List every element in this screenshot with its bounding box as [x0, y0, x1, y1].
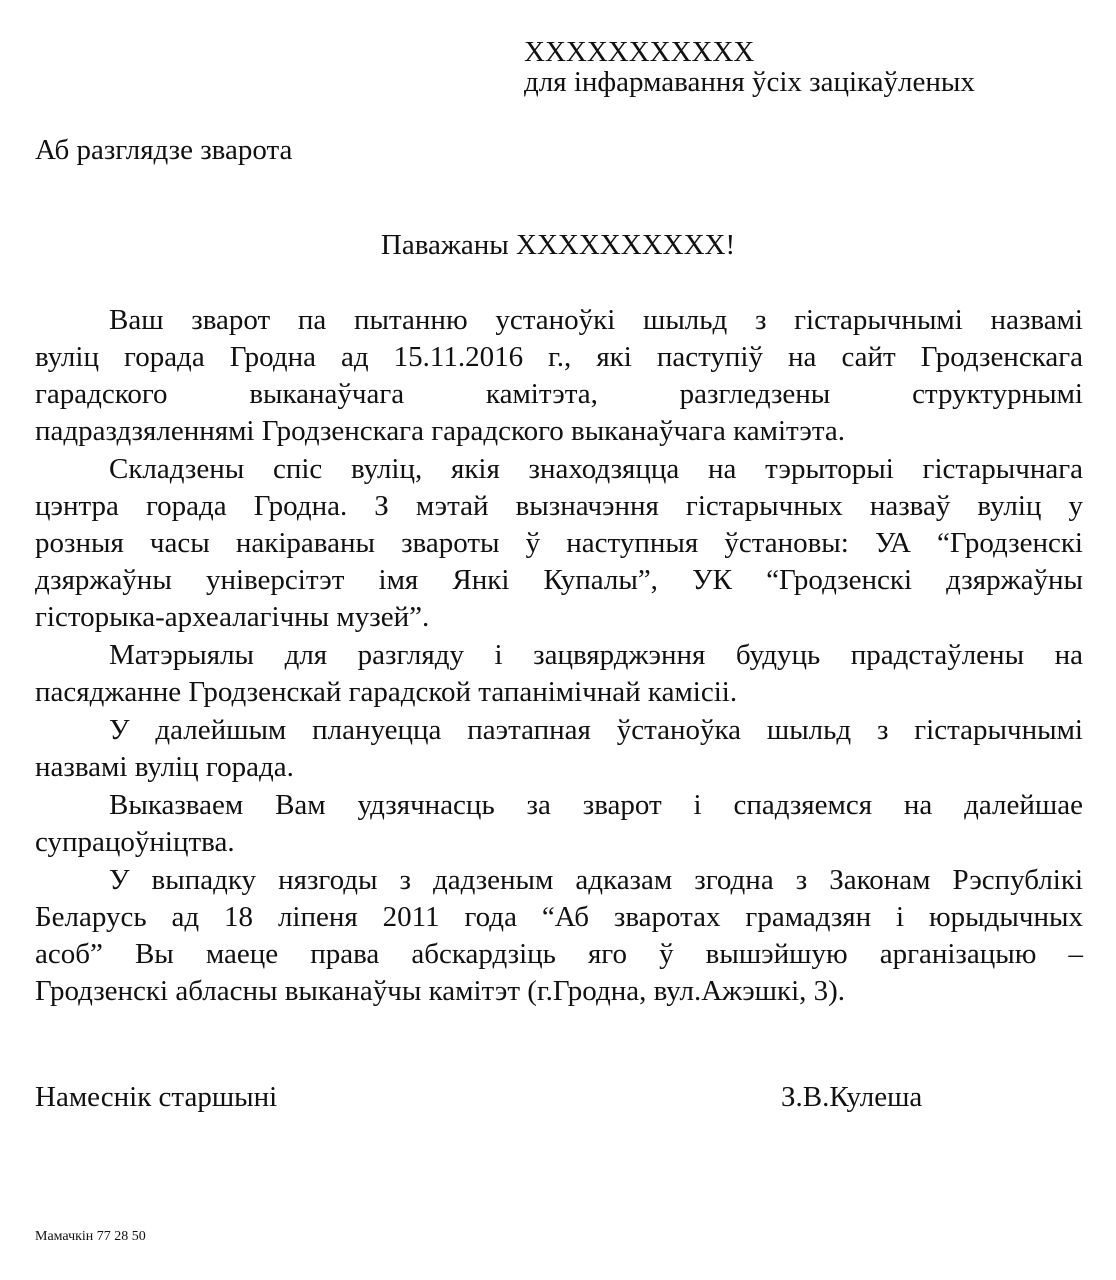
- paragraph-line: вуліц горада Гродна ад 15.11.2016 г., які паступіў на сайт Гродзенскага: [35, 341, 1083, 373]
- paragraph: [35, 302, 1083, 450]
- paragraph-line: падраздзяленнямі Гродзенскага гарадского выканаўчага камітэта.: [35, 415, 845, 447]
- paragraph-line: гісторыка-археалагічны музей”.: [35, 601, 430, 633]
- paragraph: [35, 862, 1083, 1010]
- paragraph-line: Беларусь ад 18 ліпеня 2011 года “Аб зваротах грамадзян і юрыдычных: [35, 901, 1083, 933]
- paragraph: [35, 787, 1083, 861]
- paragraph-line: супрацоўніцтва.: [35, 826, 235, 858]
- paragraph-line: дзяржаўны універсітэт імя Янкі Купалы”, УК “Гродзенскі дзяржаўны: [35, 564, 1083, 596]
- recipient: XXXXXXXXXXX: [524, 36, 755, 68]
- subject: Аб разглядзе зварота: [35, 134, 293, 166]
- paragraph-line: розныя часы накіраваны звароты ў наступныя ўстановы: УА “Гродзенскі: [35, 527, 1083, 559]
- paragraph-line: цэнтра горада Гродна. З мэтай вызначэння гістарычных назваў вуліц у: [35, 490, 1083, 522]
- paragraph-line: У далейшым плануецца паэтапная ўстаноўка шыльд з гістарычнымі: [109, 714, 1083, 746]
- letter-body: [35, 302, 1083, 1011]
- paragraph: [35, 712, 1083, 786]
- paragraph-line: Выказваем Вам удзячнасць за зварот і спадзяемся на далейшае: [109, 789, 1083, 821]
- recipient-note: для інфармавання ўсіх зацікаўленых: [524, 66, 975, 98]
- paragraph: [35, 637, 1083, 711]
- paragraph-line: асоб” Вы маеце права абскардзіць яго ў вышэйшую арганізацыю –: [35, 938, 1083, 970]
- paragraph-line: Складзены спіс вуліц, якія знаходзяцца на тэрыторыі гістарычнага: [109, 453, 1083, 485]
- signature-position: Намеснік старшыні: [35, 1081, 278, 1113]
- greeting: Паважаны XXXXXXXXXX!: [380, 229, 736, 261]
- paragraph-line: Ваш зварот па пытанню устаноўкі шыльд з гістарычнымі назвамі: [109, 304, 1083, 336]
- paragraph-line: У выпадку нязгоды з дадзеным адказам згодна з Законам Рэспублікі: [109, 864, 1083, 896]
- signature-name: З.В.Кулеша: [781, 1081, 923, 1113]
- paragraph: [35, 451, 1083, 636]
- paragraph-line: Гродзенскі абласны выканаўчы камітэт (г.Гродна, вул.Ажэшкі, 3).: [35, 975, 846, 1007]
- paragraph-line: Матэрыялы для разгляду і зацвярджэння будуць прадстаўлены на: [109, 639, 1083, 671]
- executor-footer: Мамачкін 77 28 50: [35, 1229, 146, 1244]
- paragraph-line: гарадского выканаўчага камітэта, разгледзены структурнымі: [35, 378, 1083, 410]
- paragraph-line: пасяджанне Гродзенскай гарадской тапанімічнай камісіі.: [35, 676, 738, 708]
- paragraph-line: назвамі вуліц горада.: [35, 751, 294, 783]
